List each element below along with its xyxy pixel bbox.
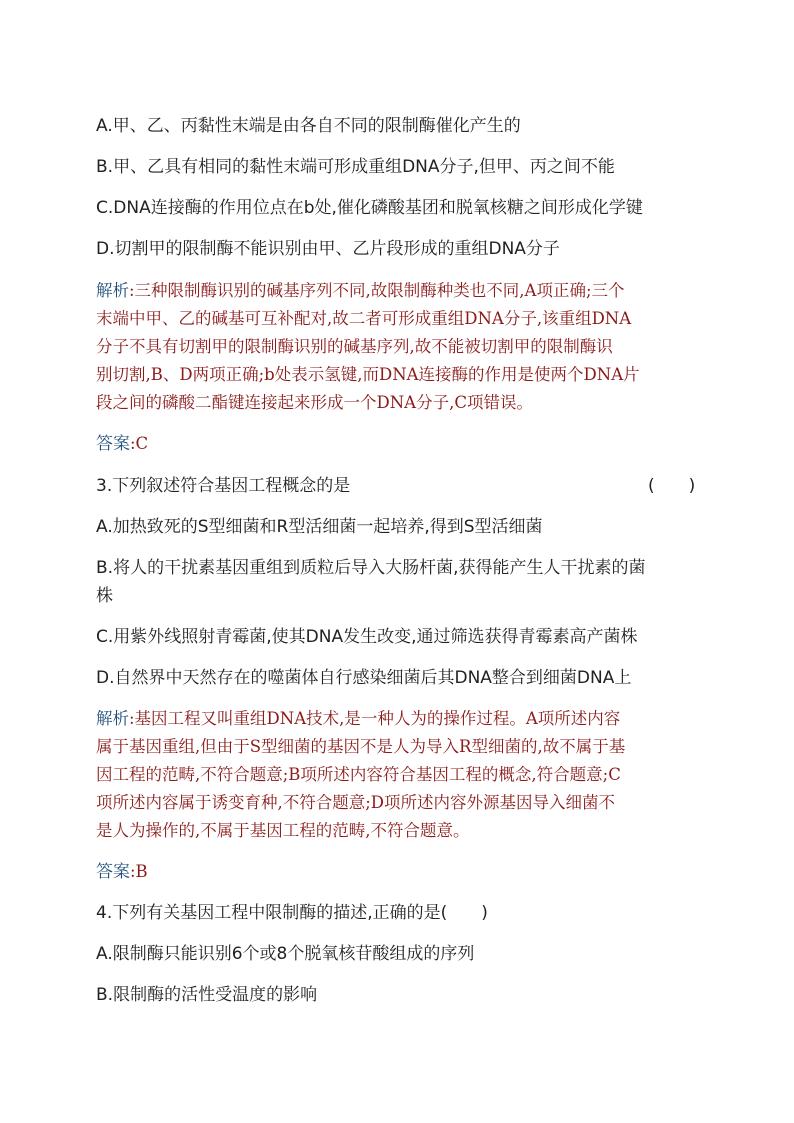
q2-analysis-line-2: 末端中甲、乙的碱基可互补配对,故二者可形成重组DNA分子,该重组DNA	[96, 309, 632, 328]
q3-analysis-line-5: 是人为操作的,不属于基因工程的范畴,不符合题意。	[96, 821, 470, 840]
q3-option-b: B.将人的干扰素基因重组到质粒后导入大肠杆菌,获得能产生人干扰素的菌	[96, 558, 646, 578]
q4-option-a: A.限制酶只能识别6个或8个脱氧核苷酸组成的序列	[96, 944, 475, 964]
q4-option-b: B.限制酶的活性受温度的影响	[96, 985, 318, 1005]
q3-option-b-cont: 株	[96, 586, 113, 606]
q3-analysis-line-2: 属于基因重组,但由于S型细菌的基因不是人为导入R型细菌的,故不属于基	[96, 737, 626, 756]
q2-option-b: B.甲、乙具有相同的黏性末端可形成重组DNA分子,但甲、丙之间不能	[96, 157, 615, 177]
q2-analysis-line-1	[96, 279, 625, 303]
q3-answer	[96, 860, 148, 884]
q3-analysis-text-1: :基因工程又叫重组DNA技术,是一种人为的操作过程。A项所述内容	[129, 709, 621, 728]
q2-option-d: D.切割甲的限制酶不能识别由甲、乙片段形成的重组DNA分子	[96, 239, 560, 259]
q2-answer-label: 答案	[96, 434, 130, 454]
q3-analysis-line-4: 项所述内容属于诱变育种,不符合题意;D项所述内容外源基因导入细菌不	[96, 793, 616, 812]
q2-option-a: A.甲、乙、丙黏性末端是由各自不同的限制酶催化产生的	[96, 116, 521, 136]
q2-analysis-line-4: 别切割,B、D两项正确;b处表示氢键,而DNA连接酶的作用是使两个DNA片	[96, 365, 640, 384]
q2-analysis-line-3: 分子不具有切割甲的限制酶识别的碱基序列,故不能被切割甲的限制酶识	[96, 337, 613, 356]
q2-option-c: C.DNA连接酶的作用位点在b处,催化磷酸基团和脱氧核糖之间形成化学键	[96, 198, 643, 218]
q2-answer	[96, 432, 148, 456]
q4-stem: 4.下列有关基因工程中限制酶的描述,正确的是( )	[96, 903, 488, 923]
q3-stem: 3.下列叙述符合基因工程概念的是	[96, 476, 351, 496]
q2-analysis-text-1: :三种限制酶识别的碱基序列不同,故限制酶种类也不同,A项正确;三个	[129, 281, 625, 300]
q2-analysis-label: 解析	[96, 281, 129, 300]
q3-analysis-line-1	[96, 707, 620, 731]
q3-answer-label: 答案	[96, 862, 130, 882]
q3-option-c: C.用紫外线照射青霉菌,使其DNA发生改变,通过筛选获得青霉素高产菌株	[96, 627, 638, 647]
q3-analysis-line-3: 因工程的范畴,不符合题意;B项所述内容符合基因工程的概念,符合题意;C	[96, 765, 621, 784]
q3-option-d: D.自然界中天然存在的噬菌体自行感染细菌后其DNA整合到细菌DNA上	[96, 668, 632, 688]
q2-analysis-line-5: 段之间的磷酸二酯键连接起来形成一个DNA分子,C项错误。	[96, 393, 533, 412]
q3-analysis-label: 解析	[96, 709, 129, 728]
q2-answer-value: :C	[130, 434, 149, 453]
q3-option-a: A.加热致死的S型细菌和R型活细菌一起培养,得到S型活细菌	[96, 517, 543, 537]
q3-answer-paren: ( )	[648, 476, 696, 496]
q3-answer-value: :B	[130, 862, 148, 881]
